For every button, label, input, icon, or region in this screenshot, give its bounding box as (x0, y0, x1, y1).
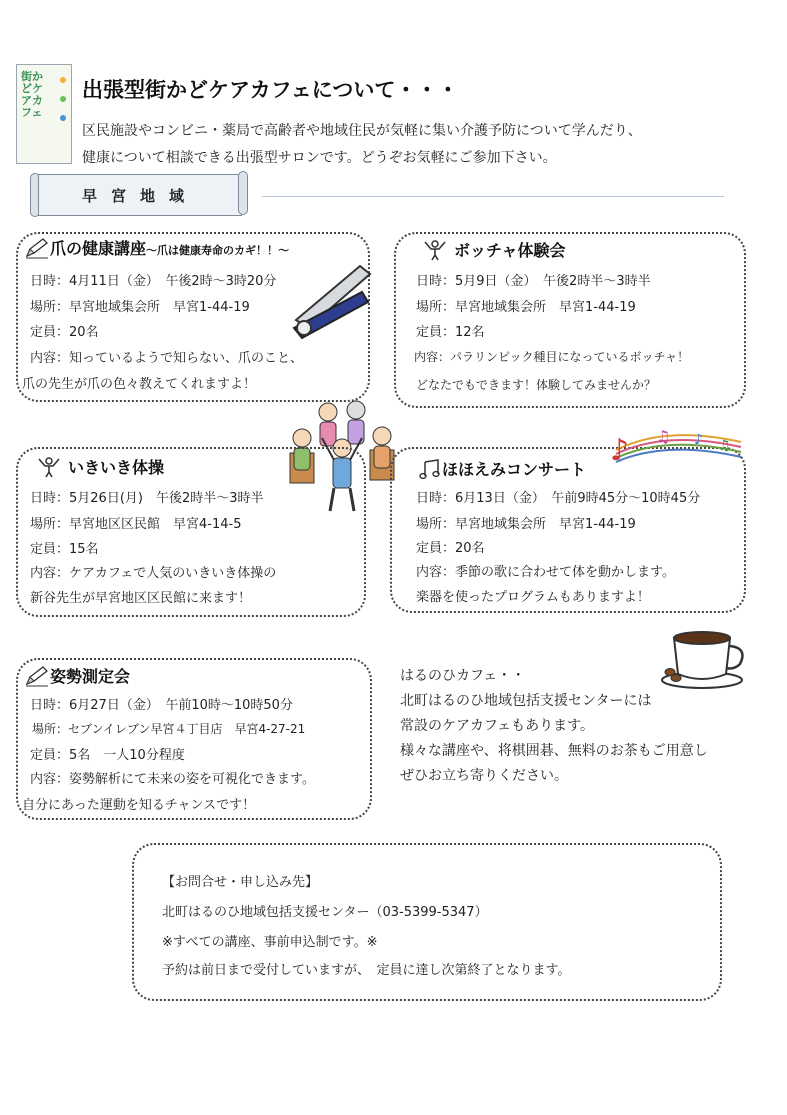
event-capacity: 定員：12名 (416, 325, 485, 340)
contact-heading: 【お問合せ・申し込み先】 (162, 875, 319, 890)
banner-band (38, 174, 242, 216)
event-date: 日時：4月11日（金） 午後2時～3時20分 (30, 274, 277, 289)
event-content: 新谷先生が早宮地区区民館に来ます！ (30, 591, 252, 606)
event-place: 場所：早宮地域集会所 早宮1-44-19 (30, 300, 250, 315)
contact-box (132, 843, 722, 1001)
event-content: 楽器を使ったプログラムもありますよ！ (416, 590, 650, 605)
event-capacity: 定員：15名 (30, 542, 99, 557)
event-date: 日時：5月9日（金） 午後2時半～3時半 (416, 274, 651, 289)
contact-note: 予約は前日まで受付していますが、 定員に達し次第終了となります。 (162, 963, 571, 978)
coffee-cup-icon (660, 624, 750, 694)
event-place: 場所：早宮地域集会所 早宮1-44-19 (416, 300, 636, 315)
harunohi-line: 北町はるのひ地域包括支援センターには (400, 693, 652, 709)
event-title-row (24, 664, 130, 691)
event-capacity: 定員：5名 一人10分程度 (30, 748, 185, 763)
event-content: 内容：パラリンピック種目になっているボッチャ！ (414, 350, 690, 364)
event-card-posture (16, 658, 372, 820)
divider-line (262, 196, 724, 197)
event-title: 姿勢測定会 (50, 667, 131, 686)
event-content: どなたでもできます！体験してみませんか？ (416, 378, 657, 392)
event-title-row (422, 238, 566, 265)
event-content: 内容：ケアカフェで人気のいきいき体操の (30, 566, 277, 581)
area-name: 早宮地域 (81, 187, 198, 205)
event-title-row (418, 457, 586, 484)
event-title-row (24, 236, 289, 263)
area-banner (30, 171, 244, 221)
exercise-person-icon (36, 456, 62, 482)
event-date: 日時：6月13日（金） 午前9時45分～10時45分 (416, 491, 701, 506)
scroll-curl-right (238, 171, 248, 215)
harunohi-line: 様々な講座や、将棋囲碁、無料のお茶もご用意し (400, 743, 708, 759)
event-card-exercise (16, 447, 366, 617)
exercise-person-icon (422, 239, 448, 265)
musical-notes-illustration (606, 420, 746, 474)
event-content: 内容：知っているようで知らない、爪のこと、 (30, 351, 304, 366)
logo-dots (59, 69, 67, 126)
harunohi-line: ぜひお立ち寄りください。 (400, 768, 568, 784)
event-place: 場所：セブンイレブン早宮４丁目店 早宮4-27-21 (32, 722, 306, 736)
intro-line: 健康について相談できる出張型サロンです。どうぞお気軽にご参加下さい。 (82, 150, 557, 166)
event-date: 日時：5月26日(月) 午後2時半～3時半 (30, 491, 264, 506)
svg-text:♪: ♪ (694, 432, 703, 448)
event-place: 場所：早宮地区区民館 早宮4-14-5 (30, 517, 242, 532)
pencil-icon (24, 665, 50, 691)
pencil-icon (24, 237, 50, 263)
event-card-boccia (394, 232, 746, 408)
harunohi-line: 常設のケアカフェもあります。 (400, 718, 595, 734)
care-cafe-logo (16, 64, 72, 164)
intro-text (82, 118, 642, 172)
event-date: 日時：6月27日（金） 午前10時～10時50分 (30, 698, 293, 713)
event-title: ボッチャ体験会 (454, 241, 566, 260)
event-title: ほほえみコンサート (442, 460, 587, 479)
svg-text:♪: ♪ (610, 433, 630, 468)
event-title: いきいき体操 (68, 458, 165, 477)
event-subtitle: ～爪は健康寿命のカギ！！～ (146, 244, 290, 257)
logo-text: 街かどケアカフェ (21, 70, 43, 119)
svg-text:♫: ♫ (656, 427, 671, 446)
music-note-icon (418, 458, 442, 484)
page-title: 出張型街かどケアカフェについて・・・ (82, 78, 459, 102)
contact-note: ※すべての講座、事前申込制です。※ (162, 935, 378, 950)
event-title: 爪の健康講座 (50, 239, 147, 258)
intro-line: 区民施設やコンビニ・薬局で高齢者や地域住民が気軽に集い介護予防について学んだり、 (82, 123, 642, 139)
harunohi-heading: はるのひカフェ・・ (400, 668, 526, 684)
svg-text:♫: ♫ (718, 438, 731, 454)
event-capacity: 定員：20名 (30, 325, 99, 340)
contact-org: 北町はるのひ地域包括支援センター（03-5399-5347） (162, 905, 488, 920)
event-place: 場所：早宮地域集会所 早宮1-44-19 (416, 517, 636, 532)
event-content: 内容：季節の歌に合わせて体を動かします。 (416, 565, 675, 580)
nail-clipper-icon (290, 258, 376, 346)
event-content: 自分にあった運動を知るチャンスです！ (22, 798, 256, 813)
event-capacity: 定員：20名 (416, 541, 485, 556)
event-content: 内容：姿勢解析にて未来の姿を可視化できます。 (30, 772, 315, 787)
event-content: 爪の先生が爪の色々教えてくれますよ！ (22, 377, 257, 392)
event-title-row (36, 455, 164, 482)
